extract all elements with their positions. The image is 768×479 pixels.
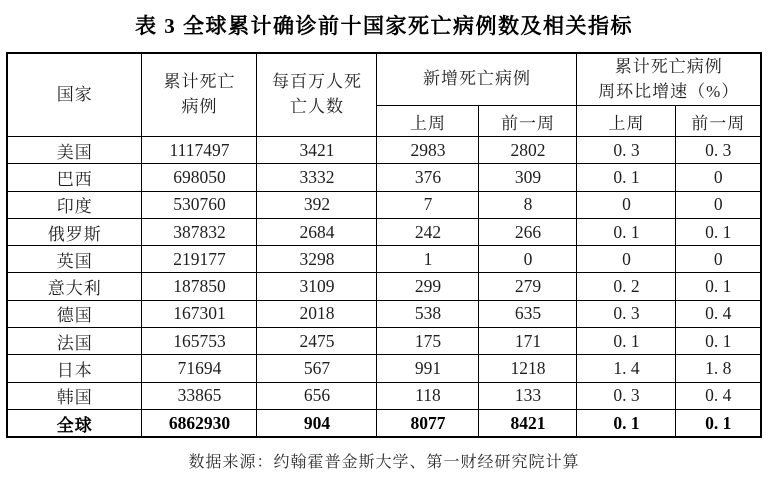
cell-value: 904 [257, 409, 377, 437]
header-line: 病例 [181, 97, 218, 116]
cell-value: 279 [479, 273, 577, 300]
cell-country: 德国 [7, 300, 142, 327]
cell-value: 0. 4 [676, 382, 761, 409]
cell-value: 567 [257, 355, 377, 382]
cell-value: 0 [676, 164, 761, 191]
cell-country: 印度 [7, 191, 142, 218]
table-row [7, 382, 761, 409]
cell-value: 309 [479, 164, 577, 191]
cell-value: 3298 [257, 246, 377, 273]
cell-value: 392 [257, 191, 377, 218]
cell-value: 3421 [257, 137, 377, 164]
cell-value: 266 [479, 218, 577, 245]
header-line: 累计死亡病例 [614, 56, 723, 76]
cell-value: 299 [377, 273, 479, 300]
cell-value: 2475 [257, 328, 377, 355]
cell-value: 8421 [479, 409, 577, 437]
col-header-cumulative-deaths [142, 53, 257, 137]
cell-value: 538 [377, 300, 479, 327]
cell-country: 全球 [7, 409, 142, 437]
col-header-country: 国家 [7, 53, 142, 137]
table-header [7, 53, 761, 137]
cell-value: 0 [577, 191, 676, 218]
header-line: 每百万人死 [271, 72, 362, 92]
cell-value: 6862930 [142, 409, 257, 437]
col-header-growth-prev-week: 前一周 [676, 106, 761, 137]
col-header-new-prev-week: 前一周 [479, 106, 577, 137]
table-row [7, 300, 761, 327]
table-row [7, 164, 761, 191]
deaths-stats-table [6, 52, 762, 438]
header-row-top [7, 53, 761, 106]
table-row [7, 355, 761, 382]
cell-country: 日本 [7, 355, 142, 382]
cell-value: 387832 [142, 218, 257, 245]
cell-value: 167301 [142, 300, 257, 327]
cell-value: 1. 8 [676, 355, 761, 382]
cell-value: 0. 1 [577, 218, 676, 245]
col-header-wow-growth-group [577, 53, 761, 106]
header-line: 亡人数 [289, 97, 344, 116]
col-header-deaths-per-million [257, 53, 377, 137]
col-header-new-last-week: 上周 [377, 106, 479, 137]
cell-value: 0. 2 [577, 273, 676, 300]
cell-value: 175 [377, 328, 479, 355]
cell-value: 7 [377, 191, 479, 218]
cell-country: 俄罗斯 [7, 218, 142, 245]
cell-value: 991 [377, 355, 479, 382]
cell-value: 0. 1 [577, 409, 676, 437]
cell-value: 0. 4 [676, 300, 761, 327]
col-header-growth-last-week: 上周 [577, 106, 676, 137]
cell-value: 187850 [142, 273, 257, 300]
cell-value: 2018 [257, 300, 377, 327]
cell-country: 法国 [7, 328, 142, 355]
cell-value: 3332 [257, 164, 377, 191]
cell-value: 0. 1 [676, 218, 761, 245]
cell-value: 2983 [377, 137, 479, 164]
cell-value: 0. 1 [676, 328, 761, 355]
source-note: 数据来源：约翰霍普金斯大学、第一财经研究院计算 [188, 454, 580, 472]
cell-value: 1117497 [142, 137, 257, 164]
cell-value: 1 [377, 246, 479, 273]
page-title: 表 3 全球累计确诊前十国家死亡病例数及相关指标 [135, 14, 633, 38]
cell-value: 0 [479, 246, 577, 273]
cell-value: 656 [257, 382, 377, 409]
header-line: 累计死亡 [163, 72, 236, 92]
cell-country: 巴西 [7, 164, 142, 191]
cell-value: 33865 [142, 382, 257, 409]
cell-value: 698050 [142, 164, 257, 191]
cell-value: 0. 1 [676, 273, 761, 300]
total-row [7, 409, 761, 437]
cell-value: 133 [479, 382, 577, 409]
cell-value: 165753 [142, 328, 257, 355]
cell-value: 0. 3 [577, 137, 676, 164]
table-body [7, 137, 761, 438]
cell-value: 118 [377, 382, 479, 409]
cell-value: 242 [377, 218, 479, 245]
table-row [7, 191, 761, 218]
cell-value: 0. 3 [577, 382, 676, 409]
cell-value: 530760 [142, 191, 257, 218]
cell-value: 8 [479, 191, 577, 218]
cell-country: 意大利 [7, 273, 142, 300]
table-row [7, 328, 761, 355]
cell-value: 635 [479, 300, 577, 327]
cell-value: 0. 3 [577, 300, 676, 327]
cell-value: 0 [676, 246, 761, 273]
table-row [7, 273, 761, 300]
table-row [7, 137, 761, 164]
cell-value: 2684 [257, 218, 377, 245]
col-header-new-deaths-group: 新增死亡病例 [377, 53, 577, 106]
header-line: 周环比增速（%） [598, 81, 740, 101]
cell-value: 0. 1 [577, 164, 676, 191]
table-row [7, 218, 761, 245]
cell-value: 71694 [142, 355, 257, 382]
cell-country: 英国 [7, 246, 142, 273]
cell-value: 1218 [479, 355, 577, 382]
cell-value: 1. 4 [577, 355, 676, 382]
cell-value: 0. 1 [676, 409, 761, 437]
cell-value: 2802 [479, 137, 577, 164]
cell-value: 376 [377, 164, 479, 191]
cell-country: 韩国 [7, 382, 142, 409]
cell-value: 171 [479, 328, 577, 355]
cell-value: 3109 [257, 273, 377, 300]
table-row [7, 246, 761, 273]
cell-value: 8077 [377, 409, 479, 437]
cell-value: 0. 1 [577, 328, 676, 355]
cell-country: 美国 [7, 137, 142, 164]
cell-value: 219177 [142, 246, 257, 273]
cell-value: 0 [676, 191, 761, 218]
cell-value: 0. 3 [676, 137, 761, 164]
cell-value: 0 [577, 246, 676, 273]
